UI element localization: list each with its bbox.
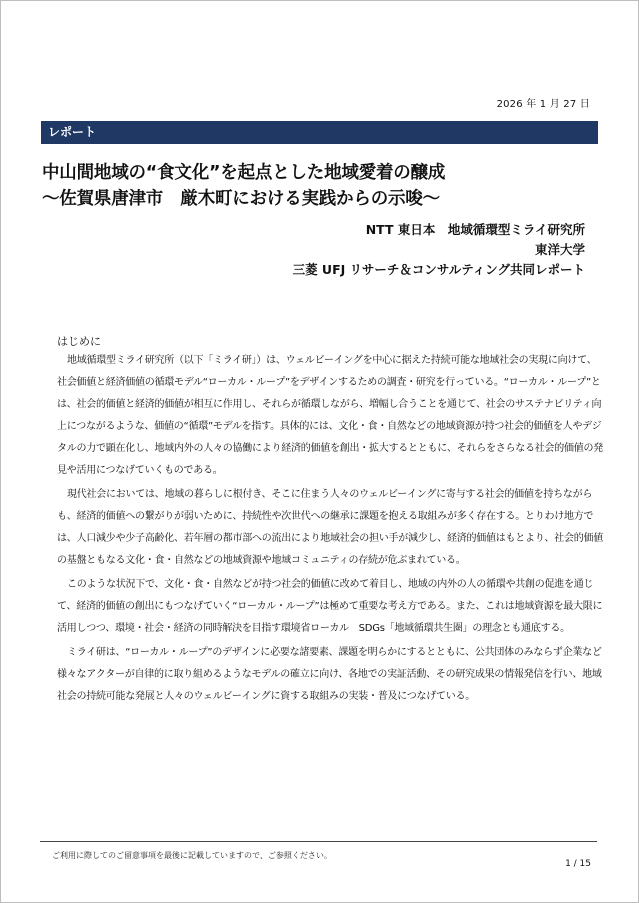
category-banner: レポート <box>41 121 598 144</box>
page-number: 1 / 15 <box>565 859 591 869</box>
title-line-2: ～佐賀県唐津市 厳木町における実践からの示唆～ <box>42 189 440 209</box>
author-line: 東洋大学 <box>534 242 585 257</box>
paragraph: ミライ研は、“ローカル・ループ”のデザインに必要な諸要素、課題を明らかにするとともに、公共団体のみならず企業など様々なアクターが自律的に取り組めるようなモデルの確立に向け、各地での実証活動、その研究成果の情報発信を行い、地域社会の持続可能な発展と人々のウェルビーイングに資する取組みの実装・普及につなげている。 <box>57 647 602 702</box>
author-line: NTT 東日本 地域循環型ミライ研究所 <box>365 222 585 237</box>
report-date: 2026 年 1 月 27 日 <box>496 99 590 110</box>
intro-body <box>57 350 603 710</box>
footer-note: ご利用に際してのご留意事項を最後に記載していますので、ご参照ください。 <box>52 851 332 860</box>
author-line: 三菱 UFJ リサーチ＆コンサルティング共同レポート <box>292 262 585 277</box>
paragraph: 地域循環型ミライ研究所（以下「ミライ研」）は、ウェルビーイングを中心に据えた持続可能な地域社会の実現に向けて、社会価値と経済価値の循環モデル“ローカル・ループ”をデザインするための調査・研究を行っている。“ローカル・ループ”とは、社会的価値と経済的価値が相互に作用し、それらが循環しながら、増幅し合うことを通じて、社会のサステナビリティ向上につながるような、価値の“循環”モデルを指す。具体的には、文化・食・自然などの地域資源が持つ社会的価値を人やデジタルの力で顕在化し、地域内外の人々の協働により経済的価値を創出・拡大するとともに、それらをさらなる社会的価値の発見や活用につなげていくものである。 <box>57 355 603 476</box>
title-line-1: 中山間地域の“食文化”を起点とした地域愛着の醸成 <box>42 163 446 183</box>
paragraph: このような状況下で、文化・食・自然などが持つ社会的価値に改めて着目し、地域の内外の人の循環や共創の促進を通じて、経済的価値の創出にもつなげていく“ローカル・ループ”は極めて重要な考え方である。また、これは地域資源を最大限に活用しつつ、環境・社会・経済の同時解決を目指す環境省ローカル SDGs「地域循環共生圏」の理念とも通底する。 <box>57 579 603 634</box>
section-heading-intro: はじめに <box>57 335 101 348</box>
report-title <box>42 160 598 212</box>
authors-block <box>293 220 585 280</box>
paragraph: 現代社会においては、地域の暮らしに根付き、そこに住まう人々のウェルビーイングに寄与する社会的価値を持ちながらも、経済的価値への繋がりが弱いために、持続性や次世代への継承に課題を抱える取組みが多く存在する。とりわけ地方では、人口減少や少子高齢化、若年層の都市部への流出により地域社会の担い手が減少し、経済的価値はもとより、社会的価値の基盤ともなる文化・食・自然などの地域資源や地域コミュニティの存続が危ぶまれている。 <box>57 489 603 566</box>
footer-divider <box>40 841 597 842</box>
